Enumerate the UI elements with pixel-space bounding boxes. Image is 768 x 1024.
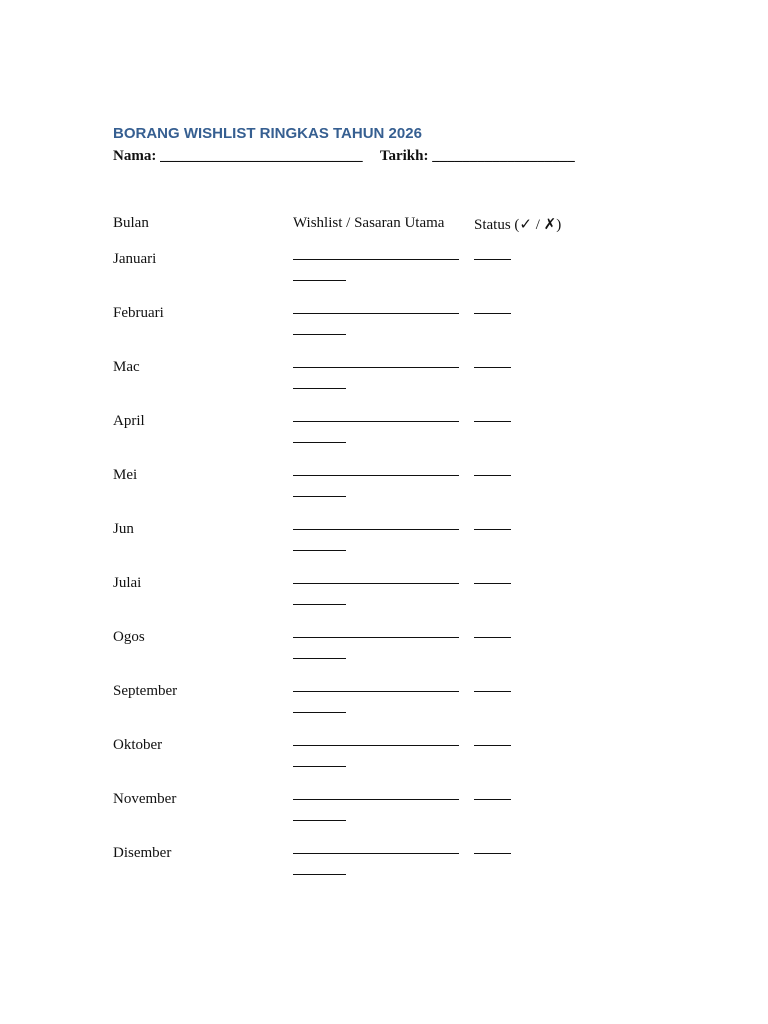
header-status: Status (✓ / ✗) [474, 217, 562, 233]
month-row [0, 251, 768, 305]
month-row [0, 521, 768, 575]
month-label: April [113, 413, 145, 429]
wishlist-line[interactable] [293, 637, 459, 638]
wishlist-line-continued[interactable] [293, 604, 346, 605]
month-label: Disember [113, 845, 172, 861]
month-row [0, 629, 768, 683]
form-title: BORANG WISHLIST RINGKAS TAHUN 2026 [113, 125, 422, 142]
wishlist-line[interactable] [293, 691, 459, 692]
wishlist-line[interactable] [293, 421, 459, 422]
wishlist-line[interactable] [293, 529, 459, 530]
month-row [0, 845, 768, 899]
wishlist-line[interactable] [293, 313, 459, 314]
status-line[interactable] [474, 691, 511, 692]
month-row [0, 791, 768, 845]
wishlist-line-continued[interactable] [293, 820, 346, 821]
status-line[interactable] [474, 637, 511, 638]
month-row [0, 359, 768, 413]
month-row [0, 467, 768, 521]
month-label: Mei [113, 467, 138, 483]
wishlist-line-continued[interactable] [293, 550, 346, 551]
month-label: Julai [113, 575, 142, 591]
month-label: September [113, 683, 178, 699]
month-row [0, 413, 768, 467]
month-row [0, 737, 768, 791]
month-label: Oktober [113, 737, 163, 753]
status-line[interactable] [474, 745, 511, 746]
wishlist-line-continued[interactable] [293, 280, 346, 281]
status-line[interactable] [474, 367, 511, 368]
wishlist-line[interactable] [293, 745, 459, 746]
header-wishlist: Wishlist / Sasaran Utama [293, 215, 445, 231]
tarikh-field[interactable]: ___________________ [432, 148, 575, 164]
wishlist-line-continued[interactable] [293, 388, 346, 389]
wishlist-line-continued[interactable] [293, 712, 346, 713]
wishlist-line[interactable] [293, 475, 459, 476]
status-line[interactable] [474, 853, 511, 854]
wishlist-line-continued[interactable] [293, 442, 346, 443]
month-row [0, 305, 768, 359]
status-line[interactable] [474, 475, 511, 476]
wishlist-line-continued[interactable] [293, 874, 346, 875]
tarikh-label: Tarikh: [379, 148, 429, 164]
wishlist-line[interactable] [293, 853, 459, 854]
wishlist-line-continued[interactable] [293, 658, 346, 659]
nama-label: Nama: [113, 148, 157, 164]
status-line[interactable] [474, 583, 511, 584]
status-line[interactable] [474, 421, 511, 422]
month-row [0, 575, 768, 629]
wishlist-line[interactable] [293, 259, 459, 260]
form-meta [113, 148, 575, 165]
header-month: Bulan [113, 215, 149, 231]
month-label: Mac [113, 359, 140, 375]
wishlist-line-continued[interactable] [293, 496, 346, 497]
nama-field[interactable]: ___________________________ [160, 148, 363, 164]
status-line[interactable] [474, 259, 511, 260]
wishlist-line-continued[interactable] [293, 766, 346, 767]
month-label: Jun [113, 521, 134, 537]
status-line[interactable] [474, 529, 511, 530]
wishlist-line[interactable] [293, 367, 459, 368]
month-label: Januari [113, 251, 157, 267]
month-row [0, 683, 768, 737]
status-line[interactable] [474, 313, 511, 314]
month-label: November [113, 791, 177, 807]
wishlist-line-continued[interactable] [293, 334, 346, 335]
status-line[interactable] [474, 799, 511, 800]
wishlist-line[interactable] [293, 799, 459, 800]
month-label: Ogos [113, 629, 145, 645]
month-label: Februari [113, 305, 164, 321]
wishlist-line[interactable] [293, 583, 459, 584]
